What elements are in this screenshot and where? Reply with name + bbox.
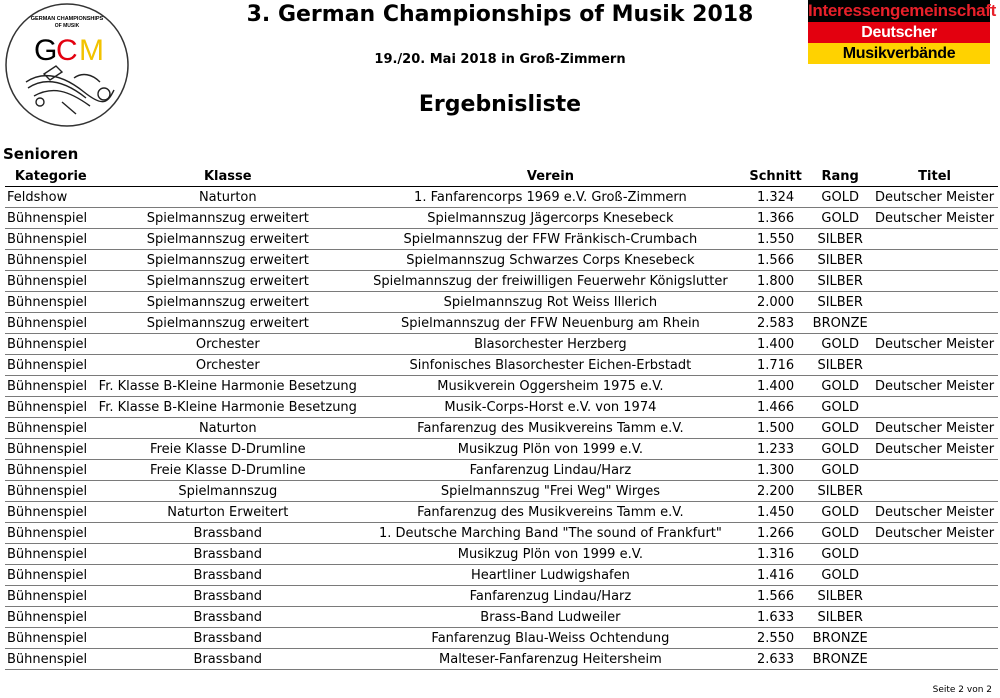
cell-klasse: Freie Klasse D-Drumline [97,439,359,460]
cell-verein: Fanfarenzug Blau-Weiss Ochtendung [359,628,742,649]
cell-kategorie: Bühnenspiel [5,355,97,376]
cell-rang: SILBER [809,607,871,628]
table-row [5,586,998,607]
cell-kategorie: Bühnenspiel [5,271,97,292]
cell-kategorie: Bühnenspiel [5,628,97,649]
cell-kategorie: Bühnenspiel [5,649,97,670]
cell-rang: BRONZE [809,313,871,334]
cell-kategorie: Bühnenspiel [5,313,97,334]
cell-schnitt: 1.400 [742,334,809,355]
section-title: Senioren [3,145,79,163]
cell-schnitt: 1.316 [742,544,809,565]
cell-verein: Musikverein Oggersheim 1975 e.V. [359,376,742,397]
cell-verein: Musik-Corps-Horst e.V. von 1974 [359,397,742,418]
cell-verein: Fanfarenzug des Musikvereins Tamm e.V. [359,502,742,523]
cell-klasse: Naturton Erweitert [97,502,359,523]
cell-klasse: Orchester [97,355,359,376]
cell-rang: GOLD [809,334,871,355]
cell-verein: Musikzug Plön von 1999 e.V. [359,544,742,565]
cell-rang: SILBER [809,481,871,502]
logo-text-2: OF MUSIK [54,23,80,29]
table-row [5,649,998,670]
cell-titel [871,628,998,649]
cell-titel: Deutscher Meister [871,208,998,229]
cell-verein: Spielmannszug Rot Weiss Illerich [359,292,742,313]
banner-line-2: Deutscher [808,22,990,43]
cell-kategorie: Bühnenspiel [5,208,97,229]
cell-titel [871,544,998,565]
cell-rang: GOLD [809,502,871,523]
cell-verein: Fanfarenzug Lindau/Harz [359,460,742,481]
table-row [5,250,998,271]
cell-kategorie: Bühnenspiel [5,250,97,271]
cell-kategorie: Bühnenspiel [5,502,97,523]
cell-klasse: Brassband [97,586,359,607]
cell-verein: Spielmannszug Schwarzes Corps Knesebeck [359,250,742,271]
table-row [5,502,998,523]
cell-klasse: Fr. Klasse B-Kleine Harmonie Besetzung [97,397,359,418]
results-heading: Ergebnisliste [418,92,582,117]
cell-schnitt: 1.450 [742,502,809,523]
cell-rang: GOLD [809,418,871,439]
cell-rang: GOLD [809,439,871,460]
banner-line-1: Interessengemeinschaft [808,1,997,20]
cell-schnitt: 2.550 [742,628,809,649]
cell-verein: 1. Fanfarencorps 1969 e.V. Groß-Zimmern [359,187,742,208]
cell-titel [871,607,998,628]
cell-klasse: Brassband [97,565,359,586]
cell-verein: 1. Deutsche Marching Band "The sound of Frankfurt" [359,523,742,544]
cell-verein: Fanfarenzug des Musikvereins Tamm e.V. [359,418,742,439]
cell-kategorie: Bühnenspiel [5,460,97,481]
cell-klasse: Spielmannszug erweitert [97,250,359,271]
cell-klasse: Fr. Klasse B-Kleine Harmonie Besetzung [97,376,359,397]
cell-titel [871,565,998,586]
banner-line-3: Musikverbände [808,43,990,64]
cell-rang: SILBER [809,355,871,376]
cell-titel: Deutscher Meister [871,439,998,460]
cell-titel [871,292,998,313]
column-header-titel: Titel [871,166,998,187]
cell-titel: Deutscher Meister [871,502,998,523]
cell-schnitt: 2.583 [742,313,809,334]
results-table-body [5,187,998,670]
cell-rang: SILBER [809,586,871,607]
cell-rang: GOLD [809,544,871,565]
gcm-logo [4,2,130,128]
table-row [5,334,998,355]
cell-schnitt: 1.500 [742,418,809,439]
cell-verein: Musikzug Plön von 1999 e.V. [359,439,742,460]
cell-titel [871,397,998,418]
logo-text-1: GERMAN CHAMPIONSHIPS [30,16,104,22]
table-row [5,208,998,229]
cell-klasse: Spielmannszug erweitert [97,292,359,313]
cell-kategorie: Bühnenspiel [5,544,97,565]
cell-verein: Blasorchester Herzberg [359,334,742,355]
cell-rang: SILBER [809,229,871,250]
cell-titel [871,355,998,376]
cell-schnitt: 1.366 [742,208,809,229]
cell-rang: SILBER [809,292,871,313]
cell-verein: Fanfarenzug Lindau/Harz [359,586,742,607]
page-number: Seite 2 von 2 [932,685,992,695]
results-table [5,166,998,670]
table-row [5,355,998,376]
cell-verein: Spielmannszug Jägercorps Knesebeck [359,208,742,229]
cell-verein: Brass-Band Ludweiler [359,607,742,628]
logo-letter-c: C [56,34,78,67]
table-header-row [5,166,998,187]
cell-rang: GOLD [809,460,871,481]
cell-kategorie: Bühnenspiel [5,334,97,355]
cell-schnitt: 1.300 [742,460,809,481]
cell-schnitt: 1.550 [742,229,809,250]
table-row [5,271,998,292]
cell-verein: Heartliner Ludwigshafen [359,565,742,586]
table-row [5,397,998,418]
cell-titel: Deutscher Meister [871,187,998,208]
table-row [5,376,998,397]
table-row [5,292,998,313]
cell-verein: Spielmannszug der FFW Fränkisch-Crumbach [359,229,742,250]
cell-klasse: Brassband [97,544,359,565]
cell-klasse: Spielmannszug [97,481,359,502]
table-row [5,229,998,250]
logo-letter-g: G [34,34,58,67]
logo-letter-m: M [79,34,104,67]
cell-titel: Deutscher Meister [871,334,998,355]
cell-klasse: Naturton [97,187,359,208]
table-row [5,544,998,565]
cell-schnitt: 1.566 [742,586,809,607]
column-header-klasse: Klasse [97,166,359,187]
cell-rang: GOLD [809,376,871,397]
cell-titel [871,586,998,607]
cell-klasse: Spielmannszug erweitert [97,271,359,292]
cell-schnitt: 1.800 [742,271,809,292]
table-row [5,481,998,502]
cell-schnitt: 1.400 [742,376,809,397]
column-header-schnitt: Schnitt [742,166,809,187]
cell-klasse: Spielmannszug erweitert [97,208,359,229]
cell-schnitt: 1.633 [742,607,809,628]
cell-titel: Deutscher Meister [871,376,998,397]
cell-schnitt: 1.716 [742,355,809,376]
cell-titel [871,271,998,292]
cell-rang: BRONZE [809,649,871,670]
cell-titel: Deutscher Meister [871,523,998,544]
page-title: 3. German Championships of Musik 2018 [246,2,754,27]
table-row [5,418,998,439]
cell-rang: GOLD [809,565,871,586]
cell-rang: GOLD [809,187,871,208]
cell-verein: Spielmannszug der freiwilligen Feuerwehr Königslutter [359,271,742,292]
cell-rang: BRONZE [809,628,871,649]
column-header-kategorie: Kategorie [5,166,97,187]
cell-klasse: Brassband [97,628,359,649]
cell-titel [871,313,998,334]
cell-rang: SILBER [809,271,871,292]
cell-schnitt: 2.000 [742,292,809,313]
cell-klasse: Spielmannszug erweitert [97,313,359,334]
cell-schnitt: 1.233 [742,439,809,460]
cell-schnitt: 1.466 [742,397,809,418]
table-row [5,313,998,334]
cell-titel [871,460,998,481]
table-row [5,187,998,208]
cell-kategorie: Bühnenspiel [5,586,97,607]
cell-schnitt: 1.566 [742,250,809,271]
cell-klasse: Brassband [97,649,359,670]
cell-kategorie: Bühnenspiel [5,565,97,586]
cell-rang: GOLD [809,397,871,418]
cell-kategorie: Bühnenspiel [5,607,97,628]
table-row [5,523,998,544]
cell-klasse: Freie Klasse D-Drumline [97,460,359,481]
cell-kategorie: Feldshow [5,187,97,208]
column-header-rang: Rang [809,166,871,187]
cell-schnitt: 1.266 [742,523,809,544]
cell-schnitt: 2.633 [742,649,809,670]
cell-klasse: Spielmannszug erweitert [97,229,359,250]
cell-verein: Spielmannszug der FFW Neuenburg am Rhein [359,313,742,334]
column-header-verein: Verein [359,166,742,187]
cell-titel: Deutscher Meister [871,418,998,439]
cell-schnitt: 1.324 [742,187,809,208]
association-banner [808,0,997,64]
cell-kategorie: Bühnenspiel [5,376,97,397]
cell-verein: Sinfonisches Blasorchester Eichen-Erbstadt [359,355,742,376]
cell-verein: Spielmannszug "Frei Weg" Wirges [359,481,742,502]
cell-schnitt: 2.200 [742,481,809,502]
cell-verein: Malteser-Fanfarenzug Heitersheim [359,649,742,670]
cell-titel [871,229,998,250]
cell-schnitt: 1.416 [742,565,809,586]
cell-titel [871,250,998,271]
event-date-location: 19./20. Mai 2018 in Groß-Zimmern [374,52,626,67]
cell-titel [871,481,998,502]
cell-rang: GOLD [809,208,871,229]
table-row [5,607,998,628]
table-row [5,460,998,481]
cell-kategorie: Bühnenspiel [5,397,97,418]
table-row [5,565,998,586]
cell-rang: GOLD [809,523,871,544]
cell-kategorie: Bühnenspiel [5,481,97,502]
cell-kategorie: Bühnenspiel [5,292,97,313]
cell-titel [871,649,998,670]
cell-klasse: Brassband [97,607,359,628]
cell-klasse: Naturton [97,418,359,439]
cell-rang: SILBER [809,250,871,271]
cell-kategorie: Bühnenspiel [5,523,97,544]
table-row [5,439,998,460]
cell-kategorie: Bühnenspiel [5,439,97,460]
cell-kategorie: Bühnenspiel [5,229,97,250]
cell-klasse: Brassband [97,523,359,544]
cell-kategorie: Bühnenspiel [5,418,97,439]
table-row [5,628,998,649]
cell-klasse: Orchester [97,334,359,355]
